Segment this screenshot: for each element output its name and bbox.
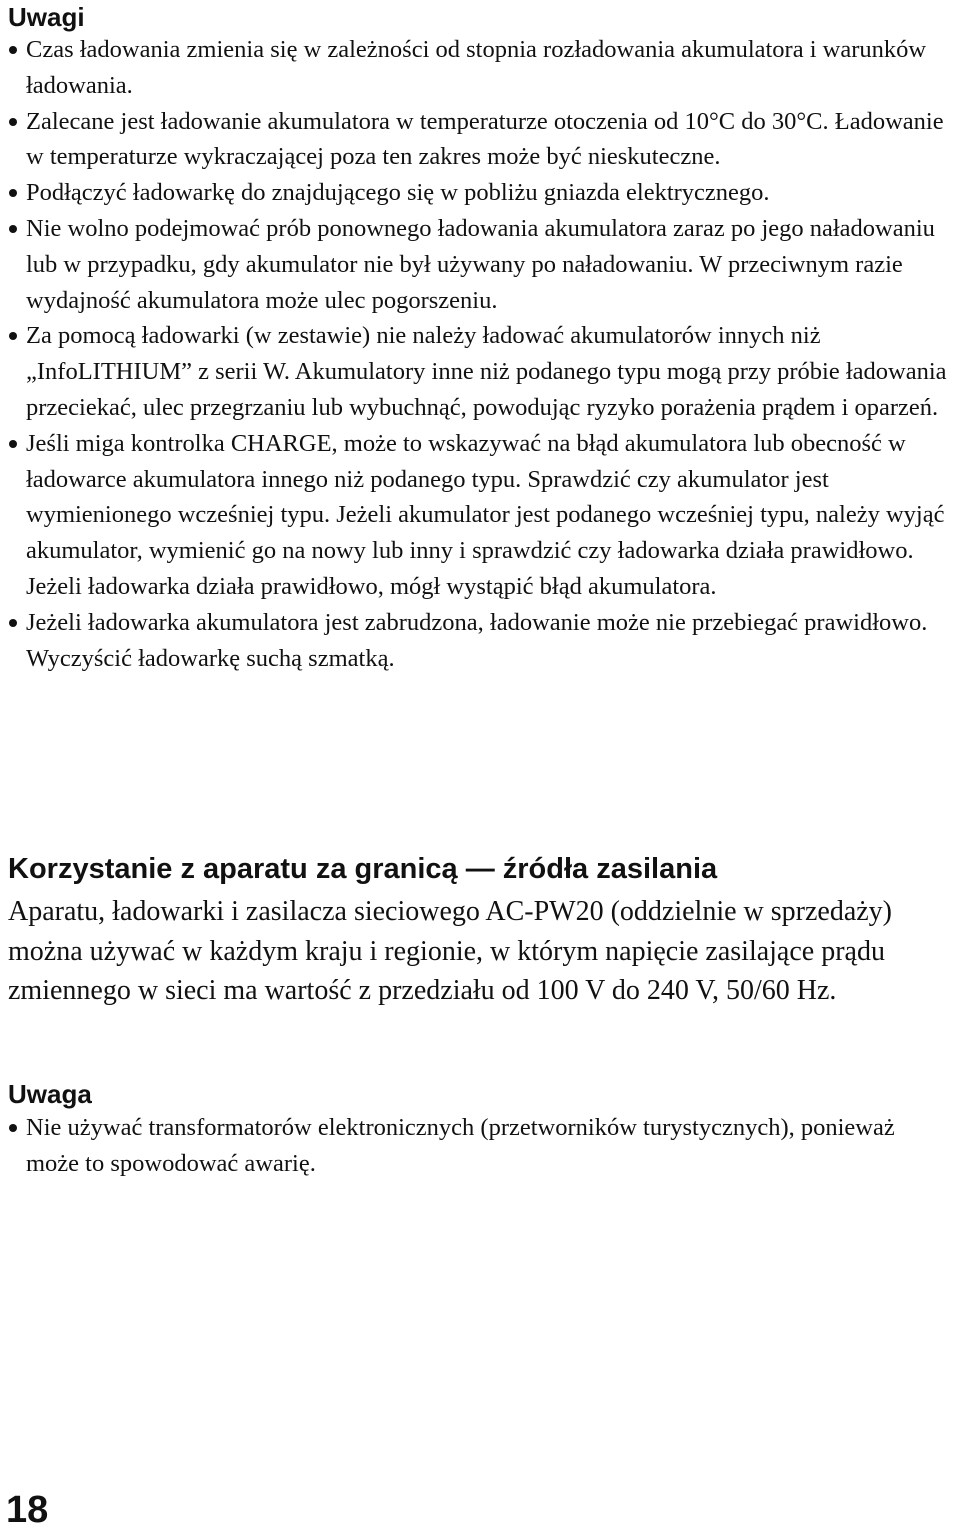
list-item: Nie wolno podejmować prób ponownego ładowania akumulatora zaraz po jego naładowaniu lub w przypadku, gdy akumulator nie był używany po naładowaniu. W przeciwnym razie wydajność akumulatora może ulec pogorszeniu. <box>0 211 952 318</box>
list-item: Nie używać transformatorów elektronicznych (przetworników turystycznych), ponieważ może to spowodować awarię. <box>0 1110 952 1182</box>
notes-heading: Uwagi <box>8 2 85 32</box>
abroad-heading: Korzystanie z aparatu za granicą — źródła zasilania <box>8 853 718 885</box>
list-item: Czas ładowania zmienia się w zależności od stopnia rozładowania akumulatora i warunków ładowania. <box>0 32 952 104</box>
caution-heading: Uwaga <box>8 1079 92 1109</box>
notes-list <box>0 32 952 676</box>
list-item: Za pomocą ładowarki (w zestawie) nie należy ładować akumulatorów innych niż „InfoLITHIUM” z serii W. Akumulatory inne niż podanego typu mogą przy próbie ładowania przeciekać, ulec przegrzaniu lub wybuchnąć, powodując ryzyko porażenia prądem i oparzeń. <box>0 318 952 425</box>
page-number: 18 <box>6 1489 49 1531</box>
abroad-paragraph: Aparatu, ładowarki i zasilacza sieciowego AC-PW20 (oddzielnie w sprzedaży) można używać w każdym kraju i regionie, w którym napięcie zasilające prądu zmiennego w sieci ma wartość z przedziału od 100 V do 240 V, 50/60 Hz. <box>8 896 892 1006</box>
list-item: Jeżeli ładowarka akumulatora jest zabrudzona, ładowanie może nie przebiegać prawidłowo. Wyczyścić ładowarkę suchą szmatką. <box>0 605 952 677</box>
list-item: Jeśli miga kontrolka CHARGE, może to wskazywać na błąd akumulatora lub obecność w ładowarce akumulatora innego niż podanego typu. Sprawdzić czy akumulator jest wymienionego wcześniej typu. Jeżeli akumulator jest podanego wcześniej typu, należy wyjąć akumulator, wymienić go na nowy lub inny i sprawdzić czy ładowarka działa prawidłowo. Jeżeli ładowarka działa prawidłowo, mógł wystąpić błąd akumulatora. <box>0 426 952 605</box>
list-item: Podłączyć ładowarkę do znajdującego się w pobliżu gniazda elektrycznego. <box>0 175 952 211</box>
caution-list <box>0 1110 952 1182</box>
list-item: Zalecane jest ładowanie akumulatora w temperaturze otoczenia od 10°C do 30°C. Ładowanie w temperaturze wykraczającej poza ten zakres może być nieskuteczne. <box>0 104 952 176</box>
